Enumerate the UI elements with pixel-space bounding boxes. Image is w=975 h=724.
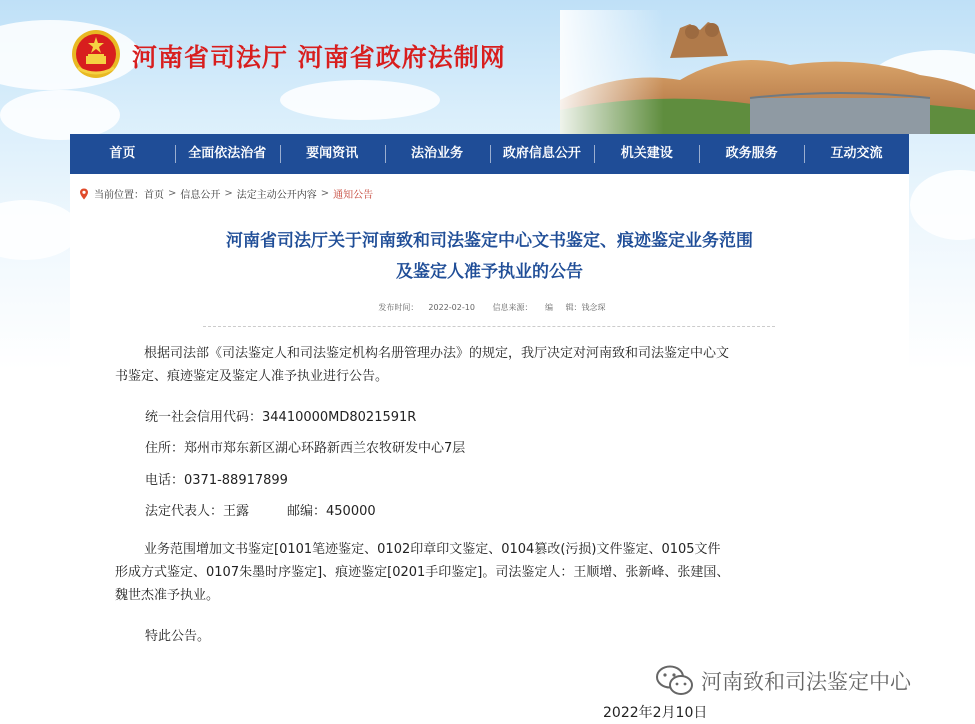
nav-home[interactable]: 首页 <box>109 146 136 161</box>
nav-news[interactable]: 要闻资讯 <box>280 134 385 174</box>
announcement-date: 2022年2月10日 <box>603 705 708 721</box>
article-meta <box>70 302 909 313</box>
cloud <box>0 200 80 260</box>
article-title-line1: 河南省司法厅关于河南致和司法鉴定中心文书鉴定、痕迹鉴定业务范围 <box>226 231 753 251</box>
article-intro: 根据司法部《司法鉴定人和司法鉴定机构名册管理办法》的规定，我厅决定对河南致和司法鉴定中心文书鉴定、痕迹鉴定及鉴定人准予执业进行公告。 <box>115 346 730 384</box>
nav-organization[interactable]: 机关建设 <box>594 134 699 174</box>
editor-label: 编 <box>545 303 554 312</box>
breadcrumb-statutory-disclosure[interactable]: 法定主动公开内容 <box>236 190 317 201</box>
yellow-emperor-statue-banner <box>560 10 975 134</box>
main-navigation <box>70 134 909 174</box>
phone: 电话：0371-88917899 <box>145 473 288 488</box>
wechat-watermark <box>655 664 911 698</box>
site-title[interactable]: 河南省司法厅 河南省政府法制网 <box>132 43 506 72</box>
business-scope: 业务范围增加文书鉴定[0101笔迹鉴定、0102印章印文鉴定、0104篡改(污损)文件鉴定、0105文件形成方式鉴定、0107朱墨时序鉴定]、痕迹鉴定[0201手印鉴定]。司法鉴定人：王顺增、张新峰、张建国、魏世杰准予执业。 <box>115 542 730 603</box>
nav-rule-of-law[interactable]: 全面依法治省 <box>175 134 280 174</box>
cloud <box>910 170 975 240</box>
breadcrumb-separator: > <box>168 188 177 199</box>
legal-representative: 法定代表人：王露 <box>145 504 250 519</box>
breadcrumb-separator: > <box>224 188 233 199</box>
breadcrumb <box>78 186 373 201</box>
publish-date: 2022-02-10 <box>428 303 475 312</box>
address: 住所：郑州市郑东新区湖心环路新西兰农牧研发中心7层 <box>145 441 466 456</box>
legal-rep-line <box>145 500 376 519</box>
credit-code: 统一社会信用代码：34410000MD8021591R <box>145 410 417 425</box>
breadcrumb-info-disclosure[interactable]: 信息公开 <box>180 190 221 201</box>
nav-info-disclosure[interactable]: 政府信息公开 <box>490 134 595 174</box>
title-divider <box>203 326 775 327</box>
site-header <box>0 0 975 134</box>
nav-gov-services[interactable]: 政务服务 <box>699 134 804 174</box>
breadcrumb-prefix: 当前位置： <box>94 190 144 201</box>
nav-interaction[interactable]: 互动交流 <box>804 134 909 174</box>
breadcrumb-home[interactable]: 首页 <box>144 190 164 201</box>
publish-label: 发布时间： <box>378 303 419 312</box>
source-label: 信息来源： <box>492 303 533 312</box>
article-title-line2: 及鉴定人准予执业的公告 <box>396 262 583 282</box>
article-title <box>70 226 909 288</box>
wechat-icon <box>655 664 695 698</box>
closing: 特此公告。 <box>145 629 211 644</box>
national-emblem-icon <box>70 28 122 80</box>
postcode: 邮编：450000 <box>287 504 376 519</box>
watermark-text: 河南致和司法鉴定中心 <box>701 670 911 694</box>
location-pin-icon <box>78 188 90 200</box>
breadcrumb-notices[interactable]: 通知公告 <box>333 190 374 201</box>
nav-legal-affairs[interactable]: 法治业务 <box>385 134 490 174</box>
breadcrumb-separator: > <box>320 188 330 199</box>
author-label: 辑：钱念琛 <box>565 303 606 312</box>
